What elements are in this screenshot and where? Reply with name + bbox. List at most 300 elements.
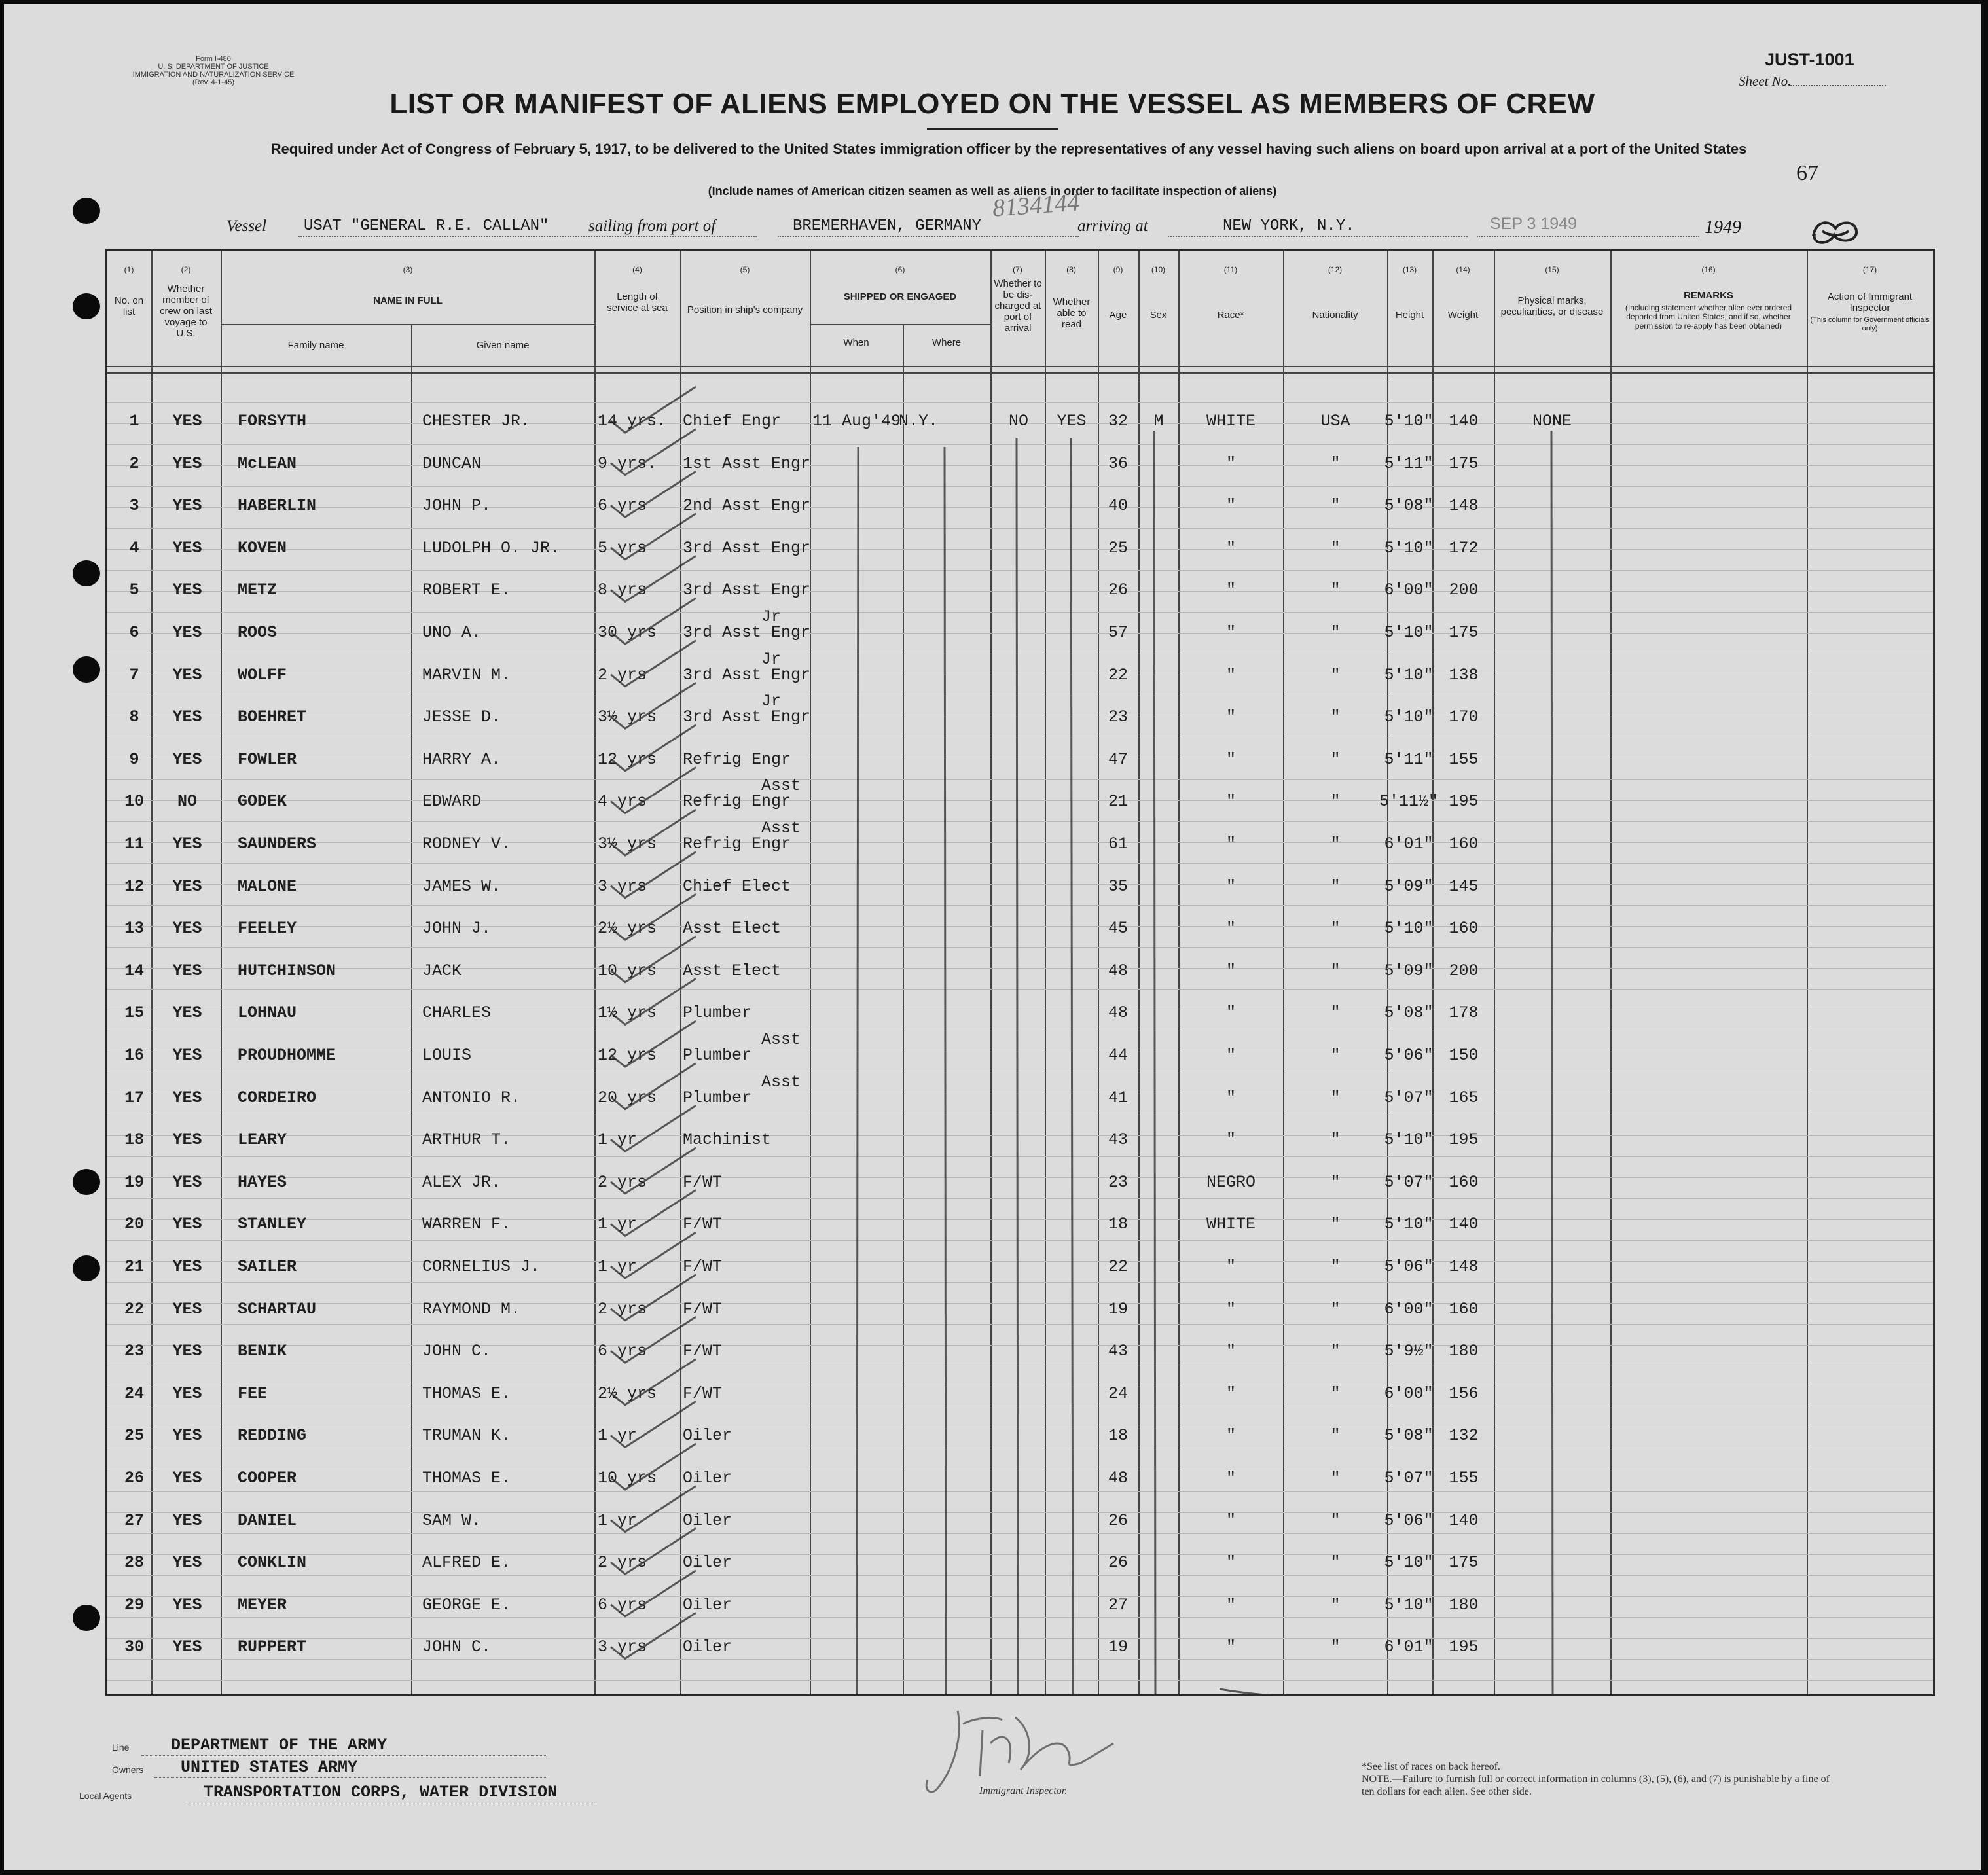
position-suffix-cell: Asst <box>761 776 801 796</box>
family-name-cell: PROUDHOMME <box>238 1046 336 1065</box>
age-cell: 23 <box>1108 707 1128 727</box>
check-mark <box>611 852 696 898</box>
given-name-cell: JOHN P. <box>422 496 492 516</box>
nationality-cell: " <box>1330 1342 1341 1361</box>
service-length-cell: 2 yrs <box>598 1172 647 1192</box>
check-mark <box>611 1444 696 1490</box>
row-number-cell: 19 <box>124 1172 144 1192</box>
service-length-cell: 10 yrs <box>598 1469 657 1488</box>
check-mark <box>611 683 696 728</box>
inspector-label: Immigrant Inspector. <box>979 1785 1068 1796</box>
given-name-cell: ALEX JR. <box>422 1172 501 1192</box>
given-name-cell: RODNEY V. <box>422 834 511 853</box>
race-cell: " <box>1225 1299 1236 1319</box>
service-length-cell: 5 yrs <box>598 538 647 558</box>
nationality-cell: " <box>1330 1469 1341 1488</box>
weight-cell: 195 <box>1449 1637 1479 1657</box>
race-cell: " <box>1225 876 1236 896</box>
header-no-on-list: No. on list <box>114 295 144 317</box>
weight-cell: 155 <box>1449 1469 1479 1488</box>
given-name-cell: JAMES W. <box>422 876 501 896</box>
fine-note: NOTE.—Failure to furnish full or correct information in columns (3), (5), (6), and (7) is punishable by a fine of ten dollars for each alien. See other side. <box>1362 1774 1830 1797</box>
header-length-of-service: Length of service at sea <box>607 291 668 313</box>
col-number: (14) <box>1456 265 1470 274</box>
check-mark <box>611 471 696 517</box>
row-number-cell: 1 <box>129 412 139 431</box>
row-number-cell: 8 <box>129 707 139 727</box>
given-name-cell: ANTONIO R. <box>422 1088 521 1107</box>
height-cell: 6'00" <box>1384 580 1434 600</box>
owners-label: Owners <box>112 1764 144 1775</box>
row-number-cell: 13 <box>124 919 144 938</box>
race-cell: " <box>1225 1426 1236 1446</box>
col-number: (16) <box>1701 265 1716 274</box>
service-length-cell: 9 yrs. <box>598 454 657 473</box>
nationality-cell: " <box>1330 1553 1341 1573</box>
shipped-where-cell: N.Y. <box>899 412 939 431</box>
col-number: (15) <box>1545 265 1559 274</box>
row-number-cell: 26 <box>124 1469 144 1488</box>
line-value: DEPARTMENT OF THE ARMY <box>171 1736 388 1755</box>
weight-cell: 160 <box>1449 1172 1479 1192</box>
row-number-cell: 29 <box>124 1595 144 1615</box>
check-mark <box>611 1105 696 1151</box>
row-number-cell: 15 <box>124 1003 144 1023</box>
race-cell: " <box>1225 1003 1236 1023</box>
col-number: (6) <box>895 265 905 274</box>
col-number: (7) <box>1013 265 1022 274</box>
nationality-cell: " <box>1330 1172 1341 1192</box>
last-voyage-cell: YES <box>172 1003 202 1023</box>
height-cell: 5'07" <box>1384 1172 1434 1192</box>
row-number-cell: 10 <box>124 792 144 812</box>
nationality-cell: " <box>1330 1215 1341 1234</box>
check-mark <box>611 978 696 1024</box>
row-number-cell: 16 <box>124 1046 144 1065</box>
position-cell: 3rd Asst Engr <box>683 707 811 727</box>
family-name-cell: MEYER <box>238 1595 287 1615</box>
given-name-cell: CORNELIUS J. <box>422 1257 541 1276</box>
arrival-date-stamp: SEP 3 1949 <box>1490 215 1577 233</box>
line-underline <box>141 1755 547 1756</box>
age-cell: 26 <box>1108 1553 1128 1573</box>
age-cell: 47 <box>1108 749 1128 769</box>
header-nationality: Nationality <box>1312 310 1358 321</box>
family-name-cell: HUTCHINSON <box>238 961 336 980</box>
row-number-cell: 28 <box>124 1553 144 1573</box>
service-length-cell: 3½ yrs <box>598 707 657 727</box>
check-mark <box>611 387 696 433</box>
position-cell: 3rd Asst Engr <box>683 580 811 600</box>
given-name-cell: JOHN C. <box>422 1342 492 1361</box>
nationality-cell: " <box>1330 496 1341 516</box>
sailing-label: sailing from port of <box>588 217 716 235</box>
header-able-to-read: Whether able to read <box>1053 296 1091 330</box>
age-cell: 61 <box>1108 834 1128 853</box>
family-name-cell: CONKLIN <box>238 1553 307 1573</box>
height-cell: 5'07" <box>1384 1469 1434 1488</box>
height-cell: 5'10" <box>1384 412 1434 431</box>
line-label: Line <box>112 1742 130 1753</box>
last-voyage-cell: YES <box>172 1299 202 1319</box>
race-cell: " <box>1225 919 1236 938</box>
row-number-cell: 5 <box>129 580 139 600</box>
nationality-cell: " <box>1330 665 1341 685</box>
family-name-cell: FORSYTH <box>238 412 307 431</box>
position-cell: Asst Elect <box>683 961 782 980</box>
row-number-cell: 23 <box>124 1342 144 1361</box>
header-weight: Weight <box>1447 310 1479 321</box>
last-voyage-cell: YES <box>172 1130 202 1150</box>
last-voyage-cell: YES <box>172 961 202 980</box>
nationality-cell: " <box>1330 961 1341 980</box>
position-cell: F/WT <box>683 1384 723 1403</box>
service-length-cell: 2½ yrs <box>598 919 657 938</box>
height-cell: 5'10" <box>1384 1595 1434 1615</box>
punch-hole <box>73 293 100 319</box>
family-name-cell: FOWLER <box>238 749 297 769</box>
last-voyage-cell: YES <box>172 834 202 853</box>
nationality-cell: " <box>1330 1046 1341 1065</box>
row-number-cell: 7 <box>129 665 139 685</box>
service-length-cell: 20 yrs <box>598 1088 657 1107</box>
family-name-cell: KOVEN <box>238 538 287 558</box>
height-cell: 5'11" <box>1384 454 1434 473</box>
height-cell: 5'10" <box>1384 1215 1434 1234</box>
from-port: BREMERHAVEN, GERMANY <box>793 217 982 235</box>
position-cell: Oiler <box>683 1426 732 1446</box>
row-number-cell: 20 <box>124 1215 144 1234</box>
position-cell: Chief Engr <box>683 412 782 431</box>
header-discharged: Whether to be dis-charged at port of arrival <box>994 278 1042 334</box>
last-voyage-cell: YES <box>172 749 202 769</box>
weight-cell: 132 <box>1449 1426 1479 1446</box>
family-name-cell: WOLFF <box>238 665 287 685</box>
row-number-cell: 25 <box>124 1426 144 1446</box>
family-name-cell: RUPPERT <box>238 1637 307 1657</box>
family-name-cell: BENIK <box>238 1342 287 1361</box>
owners-underline <box>154 1777 547 1778</box>
height-cell: 5'09" <box>1384 876 1434 896</box>
service-length-cell: 8 yrs <box>598 580 647 600</box>
service-length-cell: 6 yrs <box>598 496 647 516</box>
given-name-cell: UNO A. <box>422 623 482 642</box>
age-cell: 26 <box>1108 1510 1128 1530</box>
header-family-name: Family name <box>287 340 344 351</box>
age-cell: 21 <box>1108 792 1128 812</box>
service-length-cell: 12 yrs <box>598 749 657 769</box>
age-cell: 35 <box>1108 876 1128 896</box>
race-cell: " <box>1225 538 1236 558</box>
last-voyage-cell: YES <box>172 538 202 558</box>
position-cell: 3rd Asst Engr <box>683 665 811 685</box>
archive-code: JUST-1001 <box>1765 50 1854 69</box>
age-cell: 24 <box>1108 1384 1128 1403</box>
vessel-label: Vessel <box>226 217 267 235</box>
check-mark <box>611 1148 696 1194</box>
row-number-cell: 21 <box>124 1257 144 1276</box>
nationality-cell: " <box>1330 1088 1341 1107</box>
row-number-cell: 11 <box>124 834 144 853</box>
height-cell: 5'11" <box>1384 749 1434 769</box>
height-cell: 5'10" <box>1384 623 1434 642</box>
weight-cell: 175 <box>1449 454 1479 473</box>
col-number: (4) <box>632 265 642 274</box>
ink-scribble-icon <box>1809 217 1860 248</box>
weight-cell: 172 <box>1449 538 1479 558</box>
given-name-cell: TRUMAN K. <box>422 1426 511 1446</box>
service-length-cell: 6 yrs <box>598 1342 647 1361</box>
check-mark <box>611 937 696 982</box>
weight-cell: 140 <box>1449 412 1479 431</box>
sheet-number: 67 <box>1796 161 1818 185</box>
weight-cell: 195 <box>1449 792 1479 812</box>
nationality-cell: " <box>1330 919 1341 938</box>
given-name-cell: CHESTER JR. <box>422 412 531 431</box>
nationality-cell: " <box>1330 454 1341 473</box>
col-number: (9) <box>1113 265 1123 274</box>
height-cell: 5'09" <box>1384 961 1434 980</box>
header-remarks: REMARKS <box>1684 290 1733 301</box>
position-cell: Oiler <box>683 1469 732 1488</box>
age-cell: 19 <box>1108 1299 1128 1319</box>
height-cell: 5'08" <box>1384 496 1434 516</box>
height-cell: 5'10" <box>1384 1553 1434 1573</box>
race-cell: " <box>1225 623 1236 642</box>
last-voyage-cell: YES <box>172 876 202 896</box>
last-voyage-cell: YES <box>172 707 202 727</box>
last-voyage-cell: YES <box>172 1384 202 1403</box>
position-suffix-cell: Asst <box>761 1072 801 1092</box>
race-cell: " <box>1225 749 1236 769</box>
height-cell: 5'08" <box>1384 1003 1434 1023</box>
race-cell: " <box>1225 1637 1236 1657</box>
check-mark <box>611 1190 696 1236</box>
position-cell: Plumber <box>683 1003 752 1023</box>
height-cell: 5'06" <box>1384 1510 1434 1530</box>
age-cell: 18 <box>1108 1426 1128 1446</box>
owners-value: UNITED STATES ARMY <box>181 1758 358 1777</box>
col-number: (3) <box>403 265 413 274</box>
requirement-text: Required under Act of Congress of February 5, 1917, to be delivered to the United States immigration officer by the representatives of any vessel having such aliens on board upon arrival at a port of the United States <box>270 141 1747 157</box>
sheet-number-line <box>1788 85 1886 86</box>
service-length-cell: 1 yr <box>598 1426 638 1446</box>
col-number: (5) <box>740 265 750 274</box>
col-number: (11) <box>1223 265 1238 274</box>
last-voyage-cell: NO <box>177 792 197 812</box>
service-length-cell: 1½ yrs <box>598 1003 657 1023</box>
date-line <box>1477 236 1699 237</box>
check-mark <box>611 1275 696 1321</box>
header-race: Race* <box>1217 310 1244 321</box>
check-mark <box>611 556 696 601</box>
header-action-note: (This column for Government officials only) <box>1810 316 1930 332</box>
given-name-cell: SAM W. <box>422 1510 482 1530</box>
age-cell: 19 <box>1108 1637 1128 1657</box>
sheet-label: Sheet No. <box>1739 73 1792 89</box>
discharged-cell: NO <box>1008 412 1028 431</box>
nationality-cell: " <box>1330 1130 1341 1150</box>
given-name-cell: JESSE D. <box>422 707 501 727</box>
shipped-when-cell: 11 Aug'49 <box>812 412 901 431</box>
title-underline <box>927 128 1058 130</box>
col-number: (8) <box>1066 265 1076 274</box>
check-mark <box>611 1486 696 1532</box>
last-voyage-cell: YES <box>172 1510 202 1530</box>
given-name-cell: EDWARD <box>422 792 482 812</box>
service-length-cell: 4 yrs <box>598 792 647 812</box>
row-number-cell: 30 <box>124 1637 144 1657</box>
family-name-cell: FEE <box>238 1384 268 1403</box>
header-last-voyage: Whether member of crew on last voyage to U.S. <box>159 283 213 339</box>
row-number-cell: 27 <box>124 1510 144 1530</box>
position-suffix-cell: Jr <box>761 607 782 626</box>
family-name-cell: METZ <box>238 580 278 600</box>
header-given-name: Given name <box>476 340 530 351</box>
height-cell: 6'00" <box>1384 1299 1434 1319</box>
age-cell: 36 <box>1108 454 1128 473</box>
pen-marks <box>107 251 1933 1694</box>
given-name-cell: JOHN C. <box>422 1637 492 1657</box>
height-cell: 5'08" <box>1384 1426 1434 1446</box>
service-length-cell: 3 yrs <box>598 1637 647 1657</box>
last-voyage-cell: YES <box>172 919 202 938</box>
position-cell: Plumber <box>683 1088 752 1107</box>
position-cell: Oiler <box>683 1553 732 1573</box>
family-name-cell: GODEK <box>238 792 287 812</box>
check-mark <box>611 1063 696 1109</box>
row-number-cell: 12 <box>124 876 144 896</box>
family-name-cell: CORDEIRO <box>238 1088 317 1107</box>
nationality-cell: " <box>1330 1299 1341 1319</box>
given-name-cell: DUNCAN <box>422 454 482 473</box>
nationality-cell: " <box>1330 834 1341 853</box>
service-length-cell: 1 yr <box>598 1257 638 1276</box>
col-number: (10) <box>1151 265 1166 274</box>
check-mark <box>611 641 696 687</box>
last-voyage-cell: YES <box>172 1426 202 1446</box>
race-cell: " <box>1225 1553 1236 1573</box>
races-note: *See list of races on back hereof. <box>1362 1761 1500 1772</box>
position-cell: Oiler <box>683 1510 732 1530</box>
punch-hole <box>73 560 100 586</box>
position-cell: Refrig Engr <box>683 749 791 769</box>
check-mark <box>611 1528 696 1574</box>
nationality-cell: " <box>1330 623 1341 642</box>
given-name-cell: MARVIN M. <box>422 665 511 685</box>
punch-hole <box>73 1169 100 1195</box>
position-cell: Oiler <box>683 1637 732 1657</box>
agents-label: Local Agents <box>79 1791 132 1801</box>
col-number: (12) <box>1328 265 1343 274</box>
race-cell: " <box>1225 961 1236 980</box>
given-name-cell: LUDOLPH O. JR. <box>422 538 560 558</box>
check-mark <box>611 1359 696 1405</box>
family-name-cell: McLEAN <box>238 454 297 473</box>
service-length-cell: 2 yrs <box>598 1299 647 1319</box>
row-number-cell: 2 <box>129 454 139 473</box>
crew-table <box>105 249 1935 1696</box>
manifest-page <box>4 4 1981 1870</box>
header-action-inspector: Action of Immigrant Inspector <box>1827 291 1913 313</box>
age-cell: 48 <box>1108 1003 1128 1023</box>
last-voyage-cell: YES <box>172 1257 202 1276</box>
to-port: NEW YORK, N.Y. <box>1223 217 1355 235</box>
weight-cell: 175 <box>1449 623 1479 642</box>
age-cell: 45 <box>1108 919 1128 938</box>
header-sex: Sex <box>1149 310 1167 321</box>
last-voyage-cell: YES <box>172 1342 202 1361</box>
weight-cell: 145 <box>1449 876 1479 896</box>
header-position: Position in ship's company <box>687 304 803 315</box>
race-cell: " <box>1225 1257 1236 1276</box>
row-number-cell: 6 <box>129 623 139 642</box>
family-name-cell: MALONE <box>238 876 297 896</box>
nationality-cell: " <box>1330 749 1341 769</box>
nationality-cell: " <box>1330 1426 1341 1446</box>
service-length-cell: 1 yr <box>598 1510 638 1530</box>
race-cell: WHITE <box>1206 412 1256 431</box>
given-name-cell: JOHN J. <box>422 919 492 938</box>
punch-hole <box>73 656 100 683</box>
service-length-cell: 30 yrs <box>598 623 657 642</box>
check-mark <box>611 894 696 940</box>
position-cell: Refrig Engr <box>683 834 791 853</box>
weight-cell: 180 <box>1449 1342 1479 1361</box>
header-where: Where <box>931 337 962 348</box>
position-cell: Refrig Engr <box>683 792 791 812</box>
last-voyage-cell: YES <box>172 580 202 600</box>
weight-cell: 200 <box>1449 580 1479 600</box>
position-cell: 1st Asst Engr <box>683 454 811 473</box>
family-name-cell: SAUNDERS <box>238 834 317 853</box>
given-name-cell: ALFRED E. <box>422 1553 511 1573</box>
to-port-line <box>1168 236 1468 237</box>
family-name-cell: LOHNAU <box>238 1003 297 1023</box>
last-voyage-cell: YES <box>172 665 202 685</box>
age-cell: 41 <box>1108 1088 1128 1107</box>
race-cell: " <box>1225 1595 1236 1615</box>
handwritten-number: 8134144 <box>991 188 1081 223</box>
age-cell: 48 <box>1108 961 1128 980</box>
last-voyage-cell: YES <box>172 1046 202 1065</box>
row-number-cell: 14 <box>124 961 144 980</box>
weight-cell: 138 <box>1449 665 1479 685</box>
family-name-cell: BOEHRET <box>238 707 307 727</box>
race-cell: " <box>1225 1384 1236 1403</box>
service-length-cell: 1 yr <box>598 1215 638 1234</box>
last-voyage-cell: YES <box>172 1215 202 1234</box>
service-length-cell: 2½ yrs <box>598 1384 657 1403</box>
weight-cell: 175 <box>1449 1553 1479 1573</box>
given-name-cell: LOUIS <box>422 1046 472 1065</box>
row-number-cell: 9 <box>129 749 139 769</box>
weight-cell: 140 <box>1449 1510 1479 1530</box>
col-number: (2) <box>181 265 191 274</box>
family-name-cell: DANIEL <box>238 1510 297 1530</box>
last-voyage-cell: YES <box>172 454 202 473</box>
weight-cell: 148 <box>1449 1257 1479 1276</box>
last-voyage-cell: YES <box>172 1172 202 1192</box>
service-length-cell: 1 yr <box>598 1130 638 1150</box>
family-name-cell: FEELEY <box>238 919 297 938</box>
check-mark <box>611 810 696 855</box>
last-voyage-cell: YES <box>172 1553 202 1573</box>
height-cell: 5'10" <box>1384 538 1434 558</box>
punch-hole <box>73 1255 100 1281</box>
last-voyage-cell: YES <box>172 496 202 516</box>
check-mark <box>611 1317 696 1363</box>
